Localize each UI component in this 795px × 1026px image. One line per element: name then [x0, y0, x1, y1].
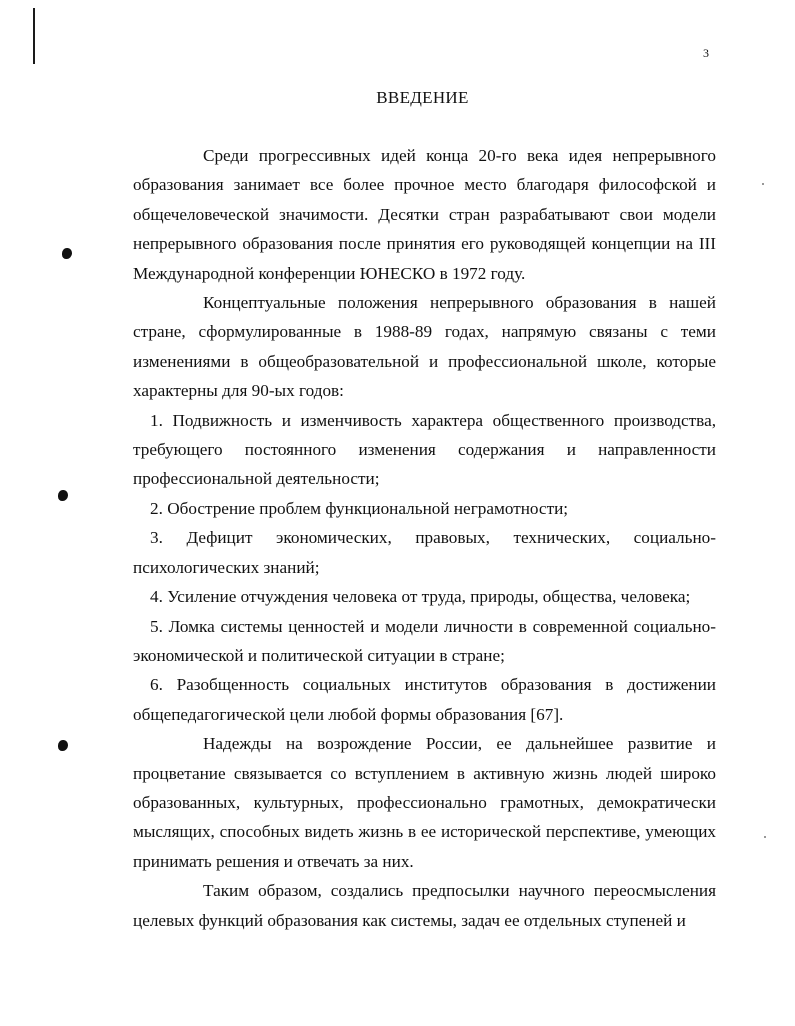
paragraph: Таким образом, создались предпосылки научного переосмысления целевых функций образования как системы, задач ее отдельных ступеней и [133, 881, 716, 930]
paragraph: Среди прогрессивных идей конца 20-го века идея непрерывного образования занимает все более прочное место благодаря философской и общечеловеческой значимости. Десятки стран разрабатывают свои модели непрерывного образования после принятия его руководящей концепции на III Международной конференции ЮНЕСКО в 1972 году. [133, 146, 716, 283]
paragraph: Концептуальные положения непрерывного образования в нашей стране, сформулированные в 1988-89 годах, напрямую связаны с теми изменениями в общеобразовательной и профессиональной школе, которые характерны для 90-ых годов: [133, 293, 716, 401]
binder-hole-mark [58, 490, 68, 501]
list-item: 1. Подвижность и изменчивость характера общественного производства, требующего постоянного изменения содержания и направленности профессиональной деятельности; [133, 410, 716, 489]
paragraph: Надежды на возрождение России, ее дальнейшее развитие и процветание связывается со вступлением в активную жизнь людей широко образованных, культурных, профессионально грамотных, демократически мыслящих, способных видеть жизнь в ее исторической перспективе, умеющих принимать решения и отвечать за них. [133, 734, 716, 871]
list-item: 6. Разобщенность социальных институтов образования в достижении общепедагогической цели любой формы образования [67]. [133, 675, 716, 724]
page-number: 3 [703, 46, 709, 60]
list-item: 2. Обострение проблем функциональной неграмотности; [150, 498, 569, 518]
scan-speck [762, 183, 764, 185]
page-title: ВВЕДЕНИЕ [376, 88, 469, 107]
binder-hole-mark [58, 740, 68, 751]
list-item: 3. Дефицит экономических, правовых, технических, социально-психологических знаний; [133, 528, 716, 577]
binder-hole-mark [62, 248, 72, 259]
scan-margin-line [33, 8, 35, 64]
document-body [133, 141, 716, 935]
scan-speck [764, 836, 766, 838]
list-item: 5. Ломка системы ценностей и модели личности в современной социально-экономической и политической ситуации в стране; [133, 616, 716, 665]
list-item: 4. Усиление отчуждения человека от труда, природы, общества, человека; [150, 587, 691, 607]
